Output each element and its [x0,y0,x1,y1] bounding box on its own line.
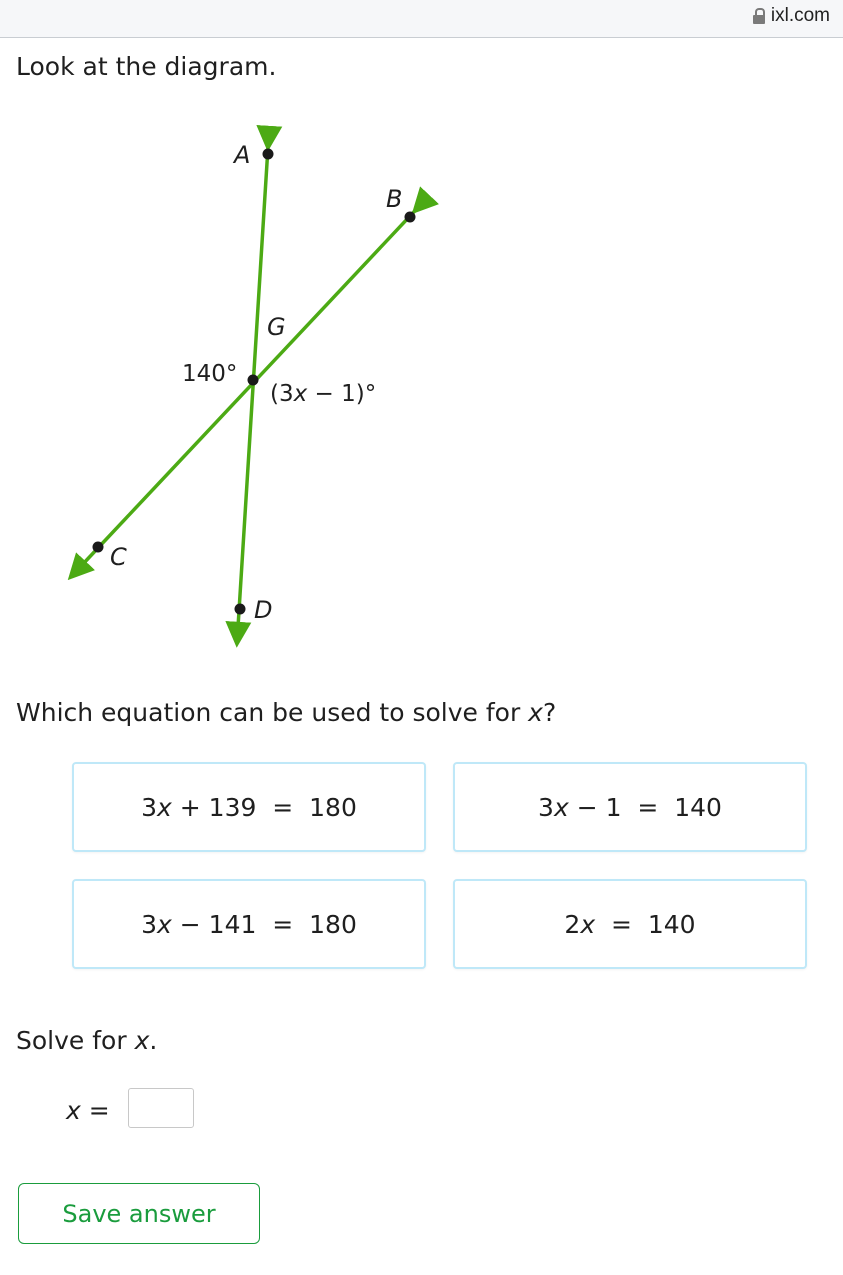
point-g [248,375,259,386]
angle-diagram [0,95,843,670]
choice-tile-1[interactable]: 3 x + 139 = 180 [72,762,426,852]
question-text: Which equation can be used to solve for x? [16,698,557,727]
label-b: B [386,185,403,213]
choice-tile-2[interactable]: 3 x − 1 = 140 [453,762,807,852]
prompt-text: Look at the diagram. [16,52,277,81]
lock-icon [753,8,765,24]
solve-prompt: Solve for x. [16,1026,158,1055]
choice-tile-4[interactable]: 2 x = 140 [453,879,807,969]
label-c: C [110,543,127,571]
point-a [263,149,274,160]
point-c [93,542,104,553]
point-b [405,212,416,223]
label-a: A [234,141,251,169]
label-g: G [267,313,286,341]
url-display[interactable] [753,4,830,28]
url-text: ixl.com [770,5,830,26]
save-answer-button[interactable]: Save answer [18,1183,260,1244]
point-d [235,604,246,615]
angle-label-right: (3x − 1)° [270,381,377,407]
angle-label-left: 140° [182,361,238,387]
label-d: D [254,596,273,624]
answer-input[interactable] [128,1088,194,1128]
answer-label: x = [66,1096,118,1125]
browser-address-bar [0,0,843,38]
choice-tile-3[interactable]: 3 x − 141 = 180 [72,879,426,969]
